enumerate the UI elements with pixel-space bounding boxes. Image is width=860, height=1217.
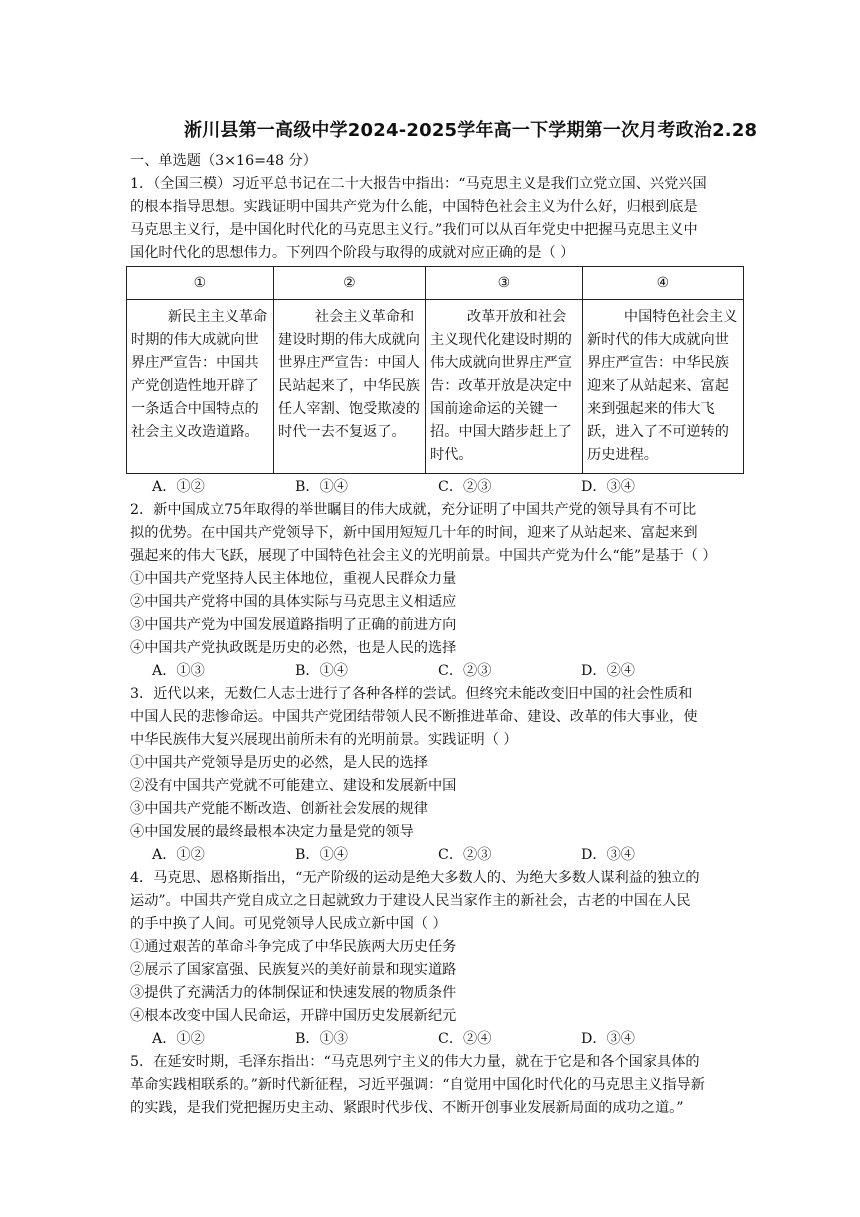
option-b[interactable]: B．①④ <box>295 479 348 495</box>
answer-options <box>130 476 742 499</box>
option-a[interactable]: A．①② <box>152 1031 205 1047</box>
question-line: 3．近代以来，无数仁人志士进行了各种各样的尝试。但终究未能改变旧中国的社会性质和 <box>130 686 693 702</box>
table-header-cell: ④ <box>583 267 744 300</box>
question-3 <box>130 683 742 867</box>
table-cell-text: 社会主义革命和建设时期的伟大成就向世界庄严宣告：中国人民站起来了，中华民族任人宰割、饱受欺凌的时代一去不复返了。 <box>278 309 420 440</box>
question-4 <box>130 867 742 1051</box>
statement-line: ③中国共产党为中国发展道路指明了正确的前进方向 <box>130 617 457 633</box>
option-c[interactable]: C．②③ <box>438 847 492 863</box>
page-title: 淅川县第一高级中学2024-2025学年高一下学期第一次月考政治2.28 <box>184 120 758 141</box>
question-1 <box>130 173 742 499</box>
table-cell <box>426 300 583 474</box>
question-line: 运动”。中国共产党自成立之日起就致力于建设人民当家作主的新社会，古老的中国在人民 <box>130 893 691 909</box>
table-header-cell: ③ <box>426 267 583 300</box>
table-cell-text: 新民主主义革命时期的伟大成就向世界庄严宣告：中国共产党创造性地开辟了一条适合中国特点的社会主义改造道路。 <box>131 309 268 440</box>
stage-table <box>126 266 744 474</box>
option-c[interactable]: C．②④ <box>438 1031 492 1047</box>
option-c[interactable]: C．②③ <box>438 663 492 679</box>
question-line: 的实践，是我们党把握历史主动、紧跟时代步伐、不断开创事业发展新局面的成功之道。” <box>130 1100 684 1116</box>
answer-options <box>130 844 742 867</box>
question-5 <box>130 1051 742 1120</box>
statement-line: ④中国发展的最终最根本决定力量是党的领导 <box>130 824 414 840</box>
table-header-cell: ① <box>127 267 274 300</box>
question-line: 拟的优势。在中国共产党领导下，新中国用短短几十年的时间，迎来了从站起来、富起来到 <box>130 525 698 541</box>
table-cell <box>127 300 274 474</box>
statement-line: ①中国共产党坚持人民主体地位，重视人民群众力量 <box>130 571 457 587</box>
statement-line: ②中国共产党将中国的具体实际与马克思主义相适应 <box>130 594 457 610</box>
option-d[interactable]: D．②④ <box>581 663 635 679</box>
question-line: 革命实践相联系的。”新时代新征程，习近平强调：“自觉用中国化时代化的马克思主义指导新 <box>130 1077 705 1093</box>
question-line: 马克思主义行，是中国化时代化的马克思主义行。”我们可以从百年党史中把握马克思主义中 <box>130 222 698 238</box>
exam-content <box>130 150 742 1120</box>
statement-line: ①中国共产党领导是历史的必然，是人民的选择 <box>130 755 428 771</box>
statement-line: ③中国共产党能不断改造、创新社会发展的规律 <box>130 801 428 817</box>
statement-line: ②没有中国共产党就不可能建立、建设和发展新中国 <box>130 778 457 794</box>
table-cell-text: 改革开放和社会主义现代化建设时期的伟大成就向世界庄严宣告：改革开放是决定中国前途命运的关键一招。中国大踏步赶上了时代。 <box>430 309 572 463</box>
option-a[interactable]: A．①② <box>152 847 205 863</box>
question-line: 中华民族伟大复兴展现出前所未有的光明前景。实践证明（ ） <box>130 732 518 748</box>
question-line: 强起来的伟大飞跃，展现了中国特色社会主义的光明前景。中国共产党为什么“能”是基于（ ） <box>130 548 717 564</box>
statement-line: ②展示了国家富强、民族复兴的美好前景和现实道路 <box>130 962 457 978</box>
option-b[interactable]: B．①④ <box>295 663 348 679</box>
option-b[interactable]: B．①③ <box>295 1031 348 1047</box>
question-line: 的根本指导思想。实践证明中国共产党为什么能，中国特色社会主义为什么好，归根到底是 <box>130 199 698 215</box>
question-line: 5．在延安时期，毛泽东指出：“马克思列宁主义的伟大力量，就在于它是和各个国家具体的 <box>130 1054 700 1070</box>
table-cell <box>274 300 426 474</box>
option-d[interactable]: D．③④ <box>581 1031 635 1047</box>
statement-line: ①通过艰苦的革命斗争完成了中华民族两大历史任务 <box>130 939 457 955</box>
table-header-row <box>127 267 744 300</box>
question-line: 1．（全国三模）习近平总书记在二十大报告中指出：“马克思主义是我们立党立国、兴党兴国 <box>130 176 707 192</box>
table-row <box>127 300 744 474</box>
question-line: 2．新中国成立75年取得的举世瞩目的伟大成就，充分证明了中国共产党的领导具有不可比 <box>130 502 697 518</box>
question-line: 4．马克思、恩格斯指出，“无产阶级的运动是绝大多数人的、为绝大多数人谋利益的独立的 <box>130 870 700 886</box>
option-d[interactable]: D．③④ <box>581 479 635 495</box>
answer-options <box>130 1028 742 1051</box>
answer-options <box>130 660 742 683</box>
question-line: 的手中换了人间。可见党领导人民成立新中国（ ） <box>130 916 447 932</box>
question-line: 国化时代化的思想伟力。下列四个阶段与取得的成就对应正确的是（ ） <box>130 245 575 261</box>
statement-line: ④中国共产党执政既是历史的必然，也是人民的选择 <box>130 640 457 656</box>
option-b[interactable]: B．①④ <box>295 847 348 863</box>
section-heading: 一、单选题（3×16=48 分） <box>130 153 317 169</box>
statement-line: ③提供了充满活力的体制保证和快速发展的物质条件 <box>130 985 457 1001</box>
table-header-cell: ② <box>274 267 426 300</box>
table-cell <box>583 300 744 474</box>
question-2 <box>130 499 742 683</box>
option-c[interactable]: C．②③ <box>438 479 492 495</box>
option-a[interactable]: A．①③ <box>152 663 205 679</box>
question-line: 中国人民的悲惨命运。中国共产党团结带领人民不断推进革命、建设、改革的伟大事业，使 <box>130 709 698 725</box>
table-cell-text: 中国特色社会主义新时代的伟大成就向世界庄严宣告：中华民族迎来了从站起来、富起来到强起来的伟大飞跃，进入了不可逆转的历史进程。 <box>587 309 738 463</box>
statement-line: ④根本改变中国人民命运，开辟中国历史发展新纪元 <box>130 1008 457 1024</box>
option-d[interactable]: D．③④ <box>581 847 635 863</box>
option-a[interactable]: A．①② <box>152 479 205 495</box>
